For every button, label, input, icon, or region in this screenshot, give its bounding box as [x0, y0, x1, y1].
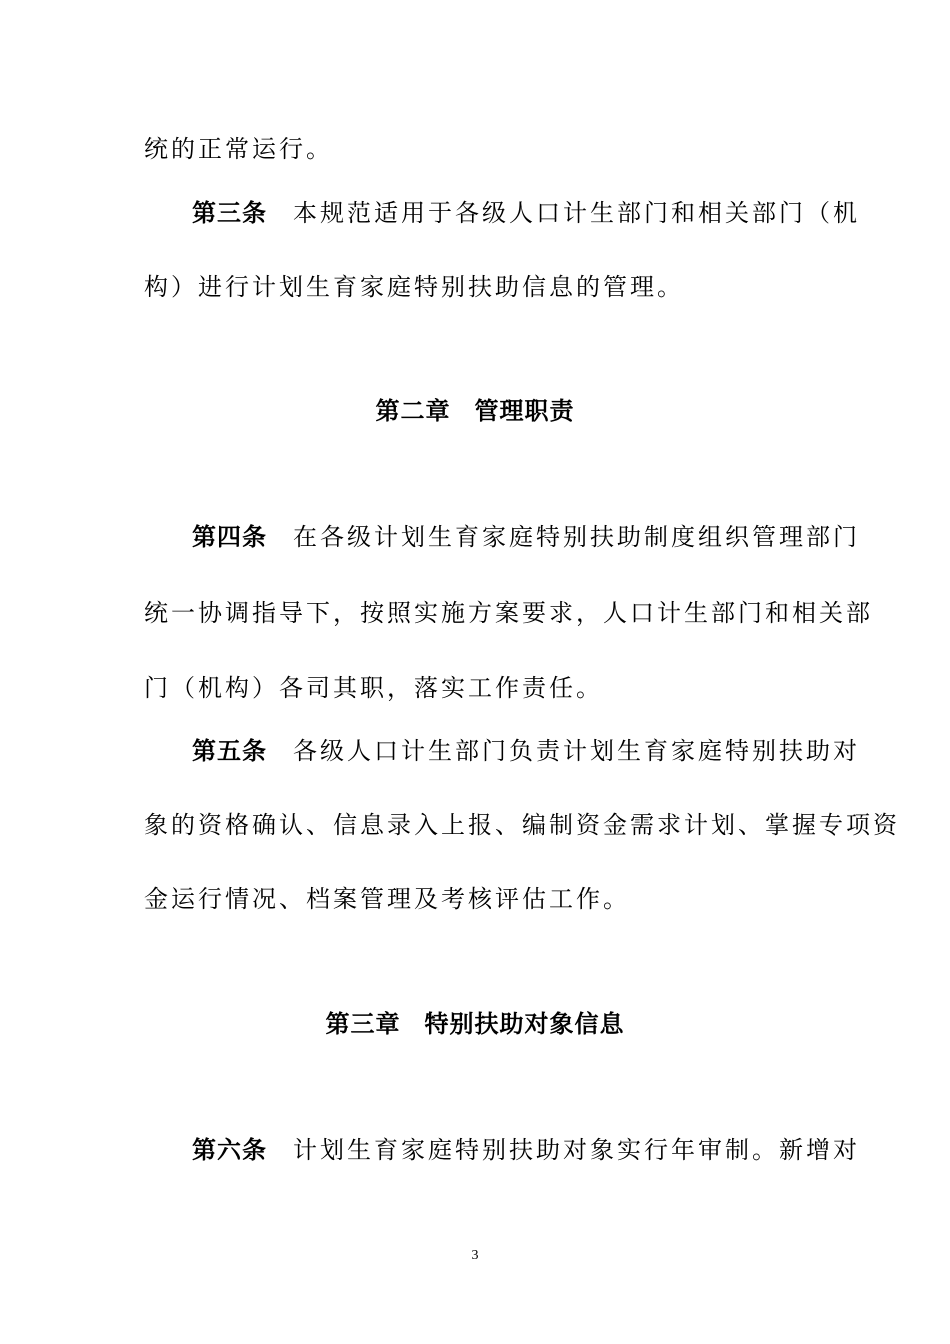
article-5-text: 各级人口计生部门负责计划生育家庭特别扶助对: [293, 737, 860, 765]
article-5-line-3: [144, 884, 834, 914]
article-4-text: 门（机构）各司其职，落实工作责任。: [144, 674, 603, 702]
article-3-line-2: [144, 272, 834, 302]
article-3-text: 构）进行计划生育家庭特别扶助信息的管理。: [144, 273, 684, 301]
article-5-text: 金运行情况、档案管理及考核评估工作。: [144, 885, 630, 913]
article-5-line-1: [192, 736, 860, 766]
page-number: 3: [471, 1248, 479, 1263]
article-6-line-1: [192, 1135, 860, 1165]
article-4-line-3: [144, 673, 834, 703]
article-4-line-1: [192, 522, 860, 552]
article-6-text: 计划生育家庭特别扶助对象实行年审制。新增对: [293, 1136, 860, 1164]
chapter-2-heading: [0, 396, 950, 426]
paragraph-text: 统的正常运行。: [144, 135, 333, 163]
chapter-3-number: 第三章: [325, 1010, 401, 1038]
article-4-text: 统一协调指导下，按照实施方案要求，人口计生部门和相关部: [144, 599, 873, 627]
chapter-2-number: 第二章: [375, 397, 451, 425]
article-5-label: 第五条: [192, 737, 267, 765]
article-3-line-1: [192, 198, 860, 228]
article-5-line-2: [144, 810, 900, 840]
chapter-3-heading: [0, 1009, 950, 1039]
article-4-text: 在各级计划生育家庭特别扶助制度组织管理部门: [293, 523, 860, 551]
article-5-text: 象的资格确认、信息录入上报、编制资金需求计划、掌握专项资: [144, 811, 900, 839]
article-6-label: 第六条: [192, 1136, 267, 1164]
chapter-2-title: 管理职责: [474, 397, 575, 425]
article-3-text: 本规范适用于各级人口计生部门和相关部门（机: [293, 199, 860, 227]
paragraph-line: [144, 134, 834, 164]
article-3-label: 第三条: [192, 199, 267, 227]
article-4-line-2: [144, 598, 873, 628]
chapter-3-title: 特别扶助对象信息: [424, 1010, 625, 1038]
article-4-label: 第四条: [192, 523, 267, 551]
